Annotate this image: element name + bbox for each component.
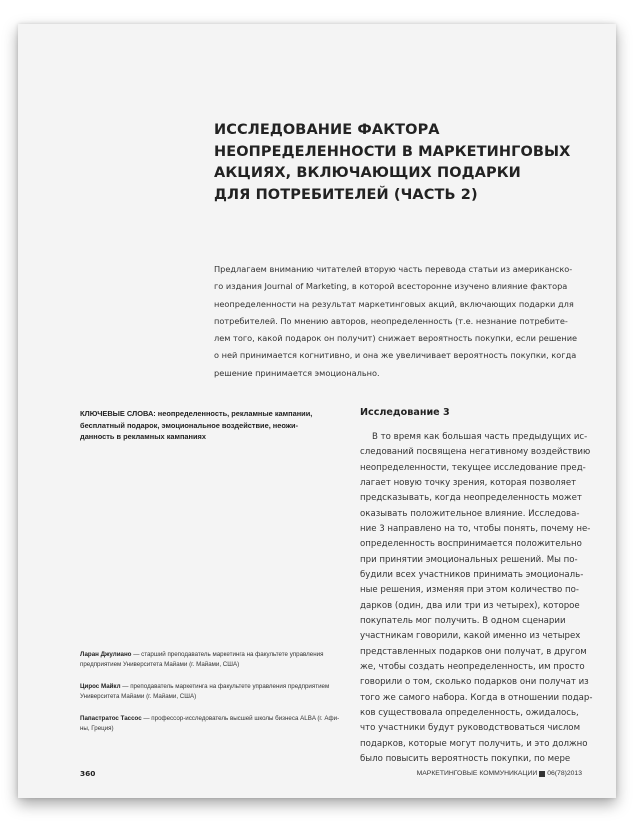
body-line: ные решения, изменяя при этом количество по- <box>360 585 580 596</box>
body-line: неопределенности, текущее исследование пред- <box>360 462 586 473</box>
body-line: было повысить вероятность покупки, по мере <box>360 753 571 764</box>
authors-block <box>80 650 350 746</box>
body-line: говорили о том, сколько подарков они получат из <box>360 677 589 688</box>
article-title <box>214 120 574 206</box>
body-line: подарков, которые могут получить, и это должно <box>360 738 588 749</box>
keywords-line: данность в рекламных кампаниях <box>80 432 206 442</box>
square-separator-icon <box>539 771 545 777</box>
body-line: ние 3 направлено на то, чтобы понять, почему не- <box>360 523 591 534</box>
author-entry <box>80 650 350 670</box>
author-bio-line: предприятием Университета Майами (г. Майами, США) <box>80 661 240 668</box>
title-line: ИССЛЕДОВАНИЕ ФАКТОРА <box>214 122 440 138</box>
body-line: покупатель мог получить. В одном сценарии <box>360 615 566 626</box>
lead-line: решение принимается эмоционально. <box>214 367 380 378</box>
author-bio-line: — преподаватель маркетинга на факультете управления предприятием <box>122 683 330 690</box>
lead-line: о ней принимается когнитивно, и она же увеличивает вероятность покупки, когда <box>214 350 577 361</box>
lead-line: Предлагаем вниманию читателей вторую часть перевода статьи из американско- <box>214 264 573 274</box>
journal-name: МАРКЕТИНГОВЫЕ КОММУНИКАЦИИ <box>416 770 538 777</box>
body-line: следований посвящена негативному воздействию <box>360 447 591 458</box>
keywords-block <box>80 408 350 443</box>
body-line: же, чтобы создать неопределенность, им просто <box>360 661 585 672</box>
magazine-page <box>18 24 616 798</box>
body-line: что участники будут руководствоваться числом <box>360 723 581 734</box>
author-bio-line: ны, Греция) <box>80 725 114 732</box>
body-line: представленных подарков они получат, в другом <box>360 646 587 657</box>
lead-line: лем того, какой подарок он получит) снижает вероятность покупки, если решение <box>214 333 578 344</box>
body-line: В то время как большая часть предыдущих ис- <box>372 432 588 442</box>
lead-line: неопределенности на результат маркетинговых акций, включающих подарки для <box>214 298 574 309</box>
title-line: ДЛЯ ПОТРЕБИТЕЛЕЙ (ЧАСТЬ 2) <box>214 186 478 203</box>
body-text <box>360 430 600 767</box>
author-name: Цирос Майкл <box>80 683 121 690</box>
article-lead <box>214 261 590 382</box>
author-name: Папастратос Тассос <box>80 715 142 722</box>
body-line: дарков (один, два или три из четырех), которое <box>360 600 580 611</box>
body-line: ков существовала определенность, ожидалось, <box>360 707 579 718</box>
keywords-line: бесплатный подарок, эмоциональное воздействие, неожи- <box>80 420 299 430</box>
lead-line: го издания Journal of Marketing, в которой всесторонне изучено влияние фактора <box>214 281 568 292</box>
body-line: определенность воспринимается положительно <box>360 539 582 550</box>
journal-footer <box>417 770 582 777</box>
author-bio-line: Университета Майами (г. Майами, США) <box>80 693 197 700</box>
title-line: АКЦИЯХ, ВКЛЮЧАЮЩИХ ПОДАРКИ <box>214 165 521 181</box>
page-number: 360 <box>80 769 96 778</box>
author-entry <box>80 682 350 702</box>
body-line: будили всех участников принимать эмоциональ- <box>360 569 584 580</box>
lead-line: потребителей. По мнению авторов, неопределенность (т.е. незнание потребите- <box>214 315 568 326</box>
author-name: Ларан Джулиано <box>80 651 132 658</box>
author-bio-line: — старший преподаватель маркетинга на факультете управления <box>133 651 324 658</box>
body-line: при принятии эмоциональных решений. Мы по- <box>360 554 578 565</box>
body-line: оказывать положительное влияние. Исследова- <box>360 508 580 519</box>
section-heading: Исследование 3 <box>360 407 450 418</box>
body-line: участникам говорили, какой именно из четырех <box>360 631 581 642</box>
author-bio-line: — профессор-исследователь высшей школы бизнеса ALBA (г. Афи- <box>143 715 340 722</box>
title-line: НЕОПРЕДЕЛЕННОСТИ В МАРКЕТИНГОВЫХ <box>214 143 571 160</box>
body-line: того же самого набора. Когда в отношении подар- <box>360 692 593 703</box>
author-entry <box>80 714 350 734</box>
keywords-line: КЛЮЧЕВЫЕ СЛОВА: неопределенность, рекламные кампании, <box>80 409 313 418</box>
body-line: предсказывать, когда неопределенность может <box>360 493 582 504</box>
body-line: лагает новую точку зрения, которая позволяет <box>360 477 577 488</box>
journal-issue: 06(78)2013 <box>547 770 582 777</box>
